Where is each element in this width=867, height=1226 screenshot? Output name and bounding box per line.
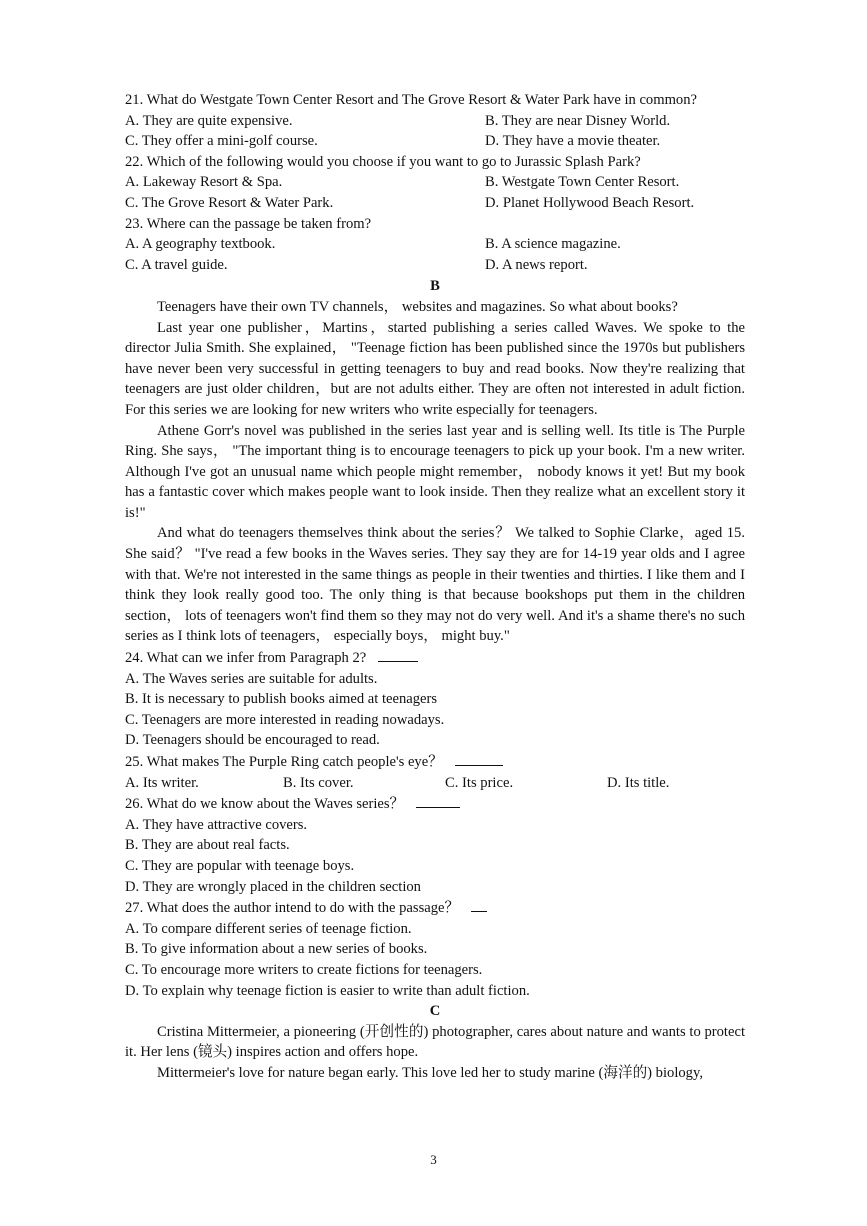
option-c: C. Its price.	[445, 774, 514, 791]
answer-blank	[378, 647, 418, 662]
option-d: D. Planet Hollywood Beach Resort.	[485, 194, 695, 211]
option-d: D. They are wrongly placed in the children section	[125, 878, 421, 895]
question-stem	[125, 751, 745, 773]
section-heading-c: C	[429, 1003, 441, 1020]
passage-b-paragraph-4: And what do teenagers themselves think about the series？ We talked to Sophie Clarke，aged 15. She said？ "I've read a few books in the Waves series. They say they are for 14-19 year olds and I agree with that. We're not interested in the same things as people in their twenties and thirties. I like them and I think they look really good too. The only thing is that because bookshops put them in the children section， lots of teenagers won't find them so they may not do very well. And it's a shame there's no such series as I think lots of teenagers， especially boys， might buy."	[125, 525, 745, 645]
question-stem-text: 27. What does the author intend to do with the passage？	[125, 900, 460, 917]
question-stem-text: 25. What makes The Purple Ring catch people's eye？	[125, 754, 443, 770]
option-c: C. Teenagers are more interested in reading nowadays.	[125, 711, 445, 728]
option-b: B. Its cover.	[283, 774, 354, 791]
question-21	[125, 90, 745, 152]
option-a: A. Lakeway Resort & Spa.	[125, 174, 283, 191]
question-stem	[125, 793, 745, 815]
options-row	[125, 131, 745, 152]
question-22	[125, 152, 745, 214]
passage-b-paragraph-2: Last year one publisher，Martins，started publishing a series called Waves. We spoke to the director Julia Smith. She explained， "Teenage fiction has been published since the 1970s but publishers have never been very successful in getting teenagers to buy and read books. Now they're realizing that teenagers are just older children，but are not adults either. They are often not interested in adult fiction. For this series we are looking for new writers who write especially for teenagers.	[125, 319, 745, 418]
question-stem-text: 26. What do we know about the Waves series？	[125, 796, 405, 813]
question-27	[125, 897, 745, 1001]
option-b: B. It is necessary to publish books aimed at teenagers	[125, 691, 438, 708]
question-stem	[125, 897, 745, 919]
passage-b-paragraph-3: Athene Gorr's novel was published in the series last year and is selling well. Its title is The Purple Ring. She says， "The important thing is to encourage teenagers to pick up your book. I'm a new writer. Although I've got an unusual name which people might remember， nobody knows it yet! But my book has a fantastic cover which makes people want to look inside. Then they realize what an excellent story it is!"	[125, 422, 745, 521]
options-row	[125, 111, 745, 132]
question-stem	[125, 647, 745, 669]
option-c: C. They offer a mini-golf course.	[125, 133, 318, 150]
options-row	[125, 193, 745, 214]
option-d: D. To explain why teenage fiction is easier to write than adult fiction.	[125, 982, 530, 999]
question-24	[125, 647, 745, 751]
option-a: A. They have attractive covers.	[125, 816, 308, 833]
option-a: A. A geography textbook.	[125, 236, 276, 253]
passage-c-paragraph-2: Mittermeier's love for nature began early. This love led her to study marine (海洋的) biology,	[157, 1064, 703, 1081]
answer-blank	[455, 751, 503, 766]
options-row	[125, 255, 745, 276]
option-d: D. A news report.	[485, 256, 588, 273]
page-number: 3	[430, 1152, 437, 1167]
option-b: B. Westgate Town Center Resort.	[485, 174, 680, 191]
option-d: D. Its title.	[607, 774, 670, 791]
option-c: C. To encourage more writers to create fictions for teenagers.	[125, 961, 483, 978]
option-b: B. To give information about a new series of books.	[125, 941, 428, 958]
options-row	[125, 172, 745, 193]
question-stem: 21. What do Westgate Town Center Resort and The Grove Resort & Water Park have in common?	[125, 92, 698, 108]
question-stem: 22. Which of the following would you choose if you want to go to Jurassic Splash Park?	[125, 153, 641, 170]
option-b: B. A science magazine.	[485, 236, 621, 253]
question-stem-text: 24. What can we infer from Paragraph 2?	[125, 650, 367, 667]
option-a: A. To compare different series of teenage fiction.	[125, 920, 412, 937]
option-d: D. They have a movie theater.	[485, 133, 661, 150]
option-c: C. They are popular with teenage boys.	[125, 857, 355, 874]
option-c: C. A travel guide.	[125, 256, 228, 273]
question-25	[125, 751, 745, 793]
passage-c-paragraph-1: Cristina Mittermeier, a pioneering (开创性的) photographer, cares about nature and wants to protect it. Her lens (镜头) inspires action and offers hope.	[125, 1023, 745, 1061]
options-row	[125, 234, 745, 255]
section-heading-b: B	[430, 278, 440, 295]
option-a: A. They are quite expensive.	[125, 112, 293, 129]
exam-page	[125, 90, 745, 1084]
option-b: B. They are near Disney World.	[485, 112, 671, 129]
option-b: B. They are about real facts.	[125, 837, 290, 854]
option-a: A. Its writer.	[125, 774, 199, 791]
option-c: C. The Grove Resort & Water Park.	[125, 194, 334, 211]
answer-blank	[416, 793, 460, 808]
question-23	[125, 214, 745, 276]
option-a: A. The Waves series are suitable for adults.	[125, 670, 378, 687]
question-26	[125, 793, 745, 897]
options-row	[125, 773, 745, 794]
question-stem: 23. Where can the passage be taken from?	[125, 215, 372, 232]
option-d: D. Teenagers should be encouraged to read.	[125, 732, 380, 749]
answer-blank	[471, 897, 487, 912]
passage-b-paragraph-1: Teenagers have their own TV channels， websites and magazines. So what about books?	[157, 298, 678, 315]
